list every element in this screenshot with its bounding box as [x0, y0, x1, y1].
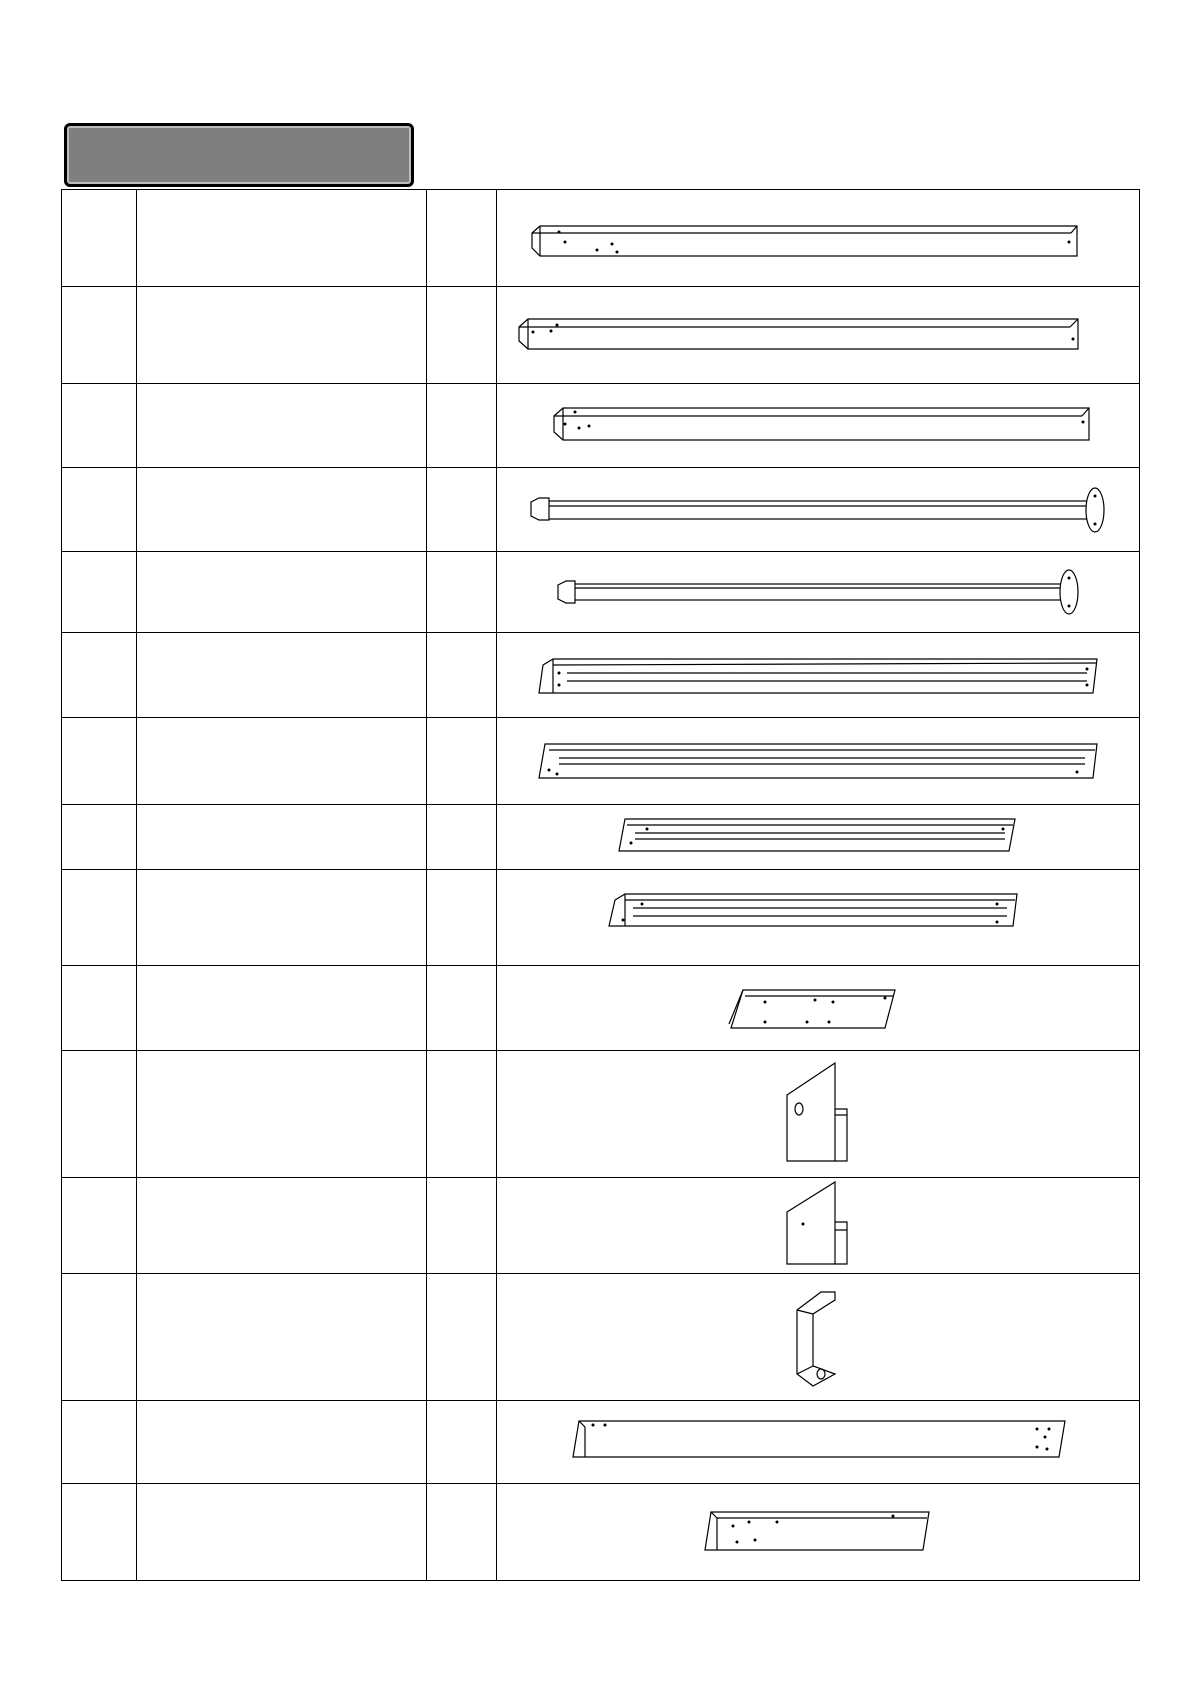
part-drawing-cell: [497, 468, 1140, 552]
table-row: [62, 287, 1140, 384]
part-quantity: [427, 468, 497, 552]
part-quantity: [427, 1484, 497, 1581]
part-description: [137, 1178, 427, 1274]
part-number: [62, 1051, 137, 1178]
short-u-channel-icon: [497, 1484, 1139, 1580]
table-row: [62, 190, 1140, 287]
part-description: [137, 966, 427, 1051]
part-description: [137, 633, 427, 718]
corner-bracket-icon: [497, 1178, 1139, 1273]
part-description: [137, 805, 427, 870]
part-drawing-cell: [497, 190, 1140, 287]
part-quantity: [427, 384, 497, 468]
part-description: [137, 1051, 427, 1178]
part-description: [137, 287, 427, 384]
part-drawing-cell: [497, 552, 1140, 633]
part-drawing-cell: [497, 287, 1140, 384]
part-description: [137, 1274, 427, 1401]
long-u-channel-icon: [497, 1401, 1139, 1483]
part-number: [62, 1178, 137, 1274]
table-row: [62, 1178, 1140, 1274]
part-description: [137, 718, 427, 805]
part-description: [137, 468, 427, 552]
table-row: [62, 1401, 1140, 1484]
part-drawing-cell: [497, 1178, 1140, 1274]
channel-beam-icon: [497, 718, 1139, 804]
tube-with-flange-icon: [497, 468, 1139, 551]
table-row: [62, 805, 1140, 870]
parts-table: [61, 189, 1140, 1581]
part-quantity: [427, 1051, 497, 1178]
section-header-badge: [64, 123, 414, 187]
part-drawing-cell: [497, 1051, 1140, 1178]
part-number: [62, 468, 137, 552]
part-number: [62, 1274, 137, 1401]
part-number: [62, 287, 137, 384]
part-description: [137, 552, 427, 633]
table-row: [62, 870, 1140, 966]
part-quantity: [427, 805, 497, 870]
part-quantity: [427, 1178, 497, 1274]
table-row: [62, 966, 1140, 1051]
tube-with-flange-icon: [497, 552, 1139, 632]
part-quantity: [427, 1401, 497, 1484]
long-square-post-icon: [497, 287, 1139, 383]
u-bracket-icon: [497, 1274, 1139, 1400]
part-number: [62, 633, 137, 718]
part-number: [62, 805, 137, 870]
part-number: [62, 966, 137, 1051]
table-row: [62, 468, 1140, 552]
part-quantity: [427, 190, 497, 287]
square-post-icon: [497, 384, 1139, 467]
part-drawing-cell: [497, 1274, 1140, 1401]
part-quantity: [427, 1274, 497, 1401]
table-row: [62, 552, 1140, 633]
table-row: [62, 384, 1140, 468]
table-row: [62, 1051, 1140, 1178]
part-number: [62, 718, 137, 805]
part-number: [62, 870, 137, 966]
part-drawing-cell: [497, 718, 1140, 805]
part-description: [137, 190, 427, 287]
part-quantity: [427, 966, 497, 1051]
part-drawing-cell: [497, 633, 1140, 718]
part-drawing-cell: [497, 1484, 1140, 1581]
part-number: [62, 552, 137, 633]
part-description: [137, 384, 427, 468]
long-square-post-icon: [497, 190, 1139, 286]
part-description: [137, 870, 427, 966]
part-drawing-cell: [497, 384, 1140, 468]
part-number: [62, 190, 137, 287]
part-drawing-cell: [497, 805, 1140, 870]
part-drawing-cell: [497, 966, 1140, 1051]
part-number: [62, 1484, 137, 1581]
part-quantity: [427, 718, 497, 805]
part-description: [137, 1484, 427, 1581]
table-row: [62, 1484, 1140, 1581]
part-quantity: [427, 633, 497, 718]
part-number: [62, 1401, 137, 1484]
corner-bracket-icon: [497, 1051, 1139, 1177]
part-quantity: [427, 870, 497, 966]
part-drawing-cell: [497, 870, 1140, 966]
table-row: [62, 633, 1140, 718]
short-channel-beam-icon: [497, 870, 1139, 965]
part-quantity: [427, 287, 497, 384]
table-row: [62, 1274, 1140, 1401]
table-row: [62, 718, 1140, 805]
part-drawing-cell: [497, 1401, 1140, 1484]
channel-beam-icon: [497, 633, 1139, 717]
angle-bracket-icon: [497, 966, 1139, 1050]
short-channel-beam-icon: [497, 805, 1139, 869]
part-quantity: [427, 552, 497, 633]
part-description: [137, 1401, 427, 1484]
part-number: [62, 384, 137, 468]
